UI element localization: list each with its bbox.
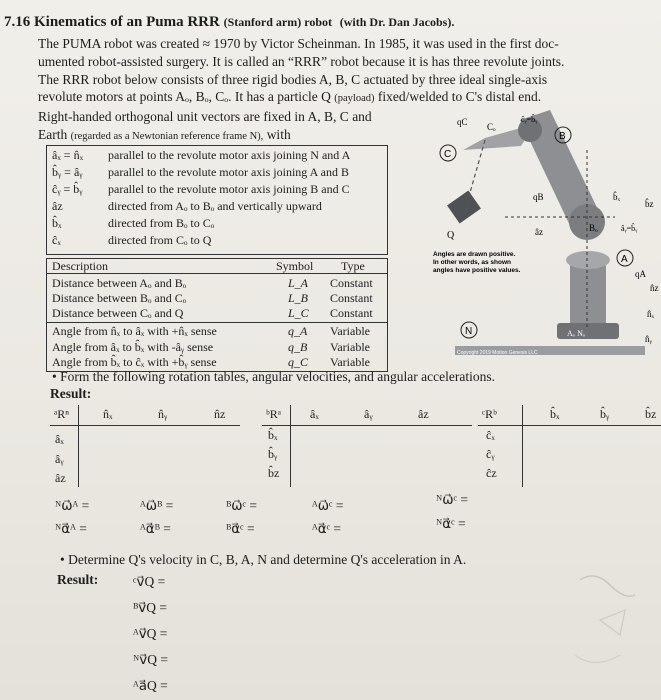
table-header-symbol: Symbol [276, 259, 314, 273]
table-row-desc: Distance between Aₒ and Bₒ [52, 276, 187, 290]
figure-note-line: In other words, as shown [433, 259, 512, 266]
rot-table-row: âₓ [55, 432, 64, 446]
uv-sym: b̂ₓ [52, 216, 62, 230]
label-bz: b̂z [645, 199, 654, 209]
table-row-type: Variable [330, 324, 370, 338]
result-label-2: Result: [57, 572, 99, 587]
omega-bc: ᴮω⃗ᶜ = [226, 498, 257, 513]
rot-table-col: âₓ [310, 407, 319, 421]
table-row-type: Constant [330, 276, 373, 290]
uv-sym: b̂ᵧ = âᵧ [52, 165, 83, 179]
table-row-symbol: L_C [288, 306, 309, 320]
omega-ac: ᴬω⃗ᶜ = [312, 498, 344, 513]
omega-nc: ᴺω⃗ᶜ = [436, 492, 468, 507]
rot-table-col: b̂z [645, 407, 657, 421]
rot-table-vline [522, 405, 523, 487]
uv-desc: parallel to the revolute motor axis joining N and A [108, 148, 351, 162]
label-ay-by: âᵧ=b̂ᵧ [621, 224, 638, 233]
omega-ab: ᴬω⃗ᴮ = [140, 498, 174, 513]
result-label: Result: [50, 386, 92, 401]
table-row-desc: Angle from âₓ to b̂ₓ with -âᵧ sense [52, 340, 214, 354]
intro-line-3: The RRR robot below consists of three rigid bodies A, B, C actuated by three ideal single-axis [38, 72, 548, 87]
rot-table-row: âᵧ [55, 452, 64, 466]
table-row-symbol: q_B [288, 340, 308, 354]
label-co: Cₒ [487, 122, 496, 132]
table-row-desc: Distance between Cₒ and Q [52, 306, 184, 320]
pencil-stroke [600, 610, 625, 635]
label-b: B [559, 131, 566, 142]
problem-title: 7.16 Kinematics of an Puma RRR (Stanford arm) robot (with Dr. Dan Jacobs). [4, 14, 455, 30]
alpha-na: ᴺα⃗ᴬ = [55, 521, 87, 536]
rot-table-col: b̂ᵧ [600, 407, 610, 421]
label-ny: n̂ᵧ [645, 334, 652, 344]
uv-sym: ĉᵧ = b̂ᵧ [52, 182, 83, 196]
rot-table-col: âᵧ [364, 407, 373, 421]
label-bo: Bₒ [589, 223, 598, 233]
rot-table-col: n̂ᵧ [158, 407, 168, 421]
table-row-symbol: q_A [288, 324, 308, 338]
label-bx: b̂ₓ [613, 192, 621, 202]
rot-table-vline [290, 405, 291, 487]
rot-table-col: b̂ₓ [550, 407, 560, 421]
uv-sym: âz [52, 199, 63, 213]
rot-table-hline [262, 425, 472, 426]
table-divider [46, 322, 388, 323]
intro-line-4: revolute motors at points Aₒ, Bₒ, Cₒ. It has a particle Q (payload) fixed/welded to C's distal end. [38, 89, 542, 104]
uv-desc: directed from Bₒ to Cₒ [108, 216, 215, 230]
label-nz: n̂z [650, 283, 659, 293]
intro-line-2: umented robot-assisted surgery. It is called an “RRR” robot because it is has three revolute joints. [38, 54, 565, 69]
puma-robot-figure [425, 110, 661, 370]
robot-turntable [566, 251, 610, 269]
omega-na: ᴺω⃗ᴬ = [55, 498, 90, 513]
table-row-type: Variable [330, 355, 370, 369]
uv-desc: parallel to the revolute motor axis joining B and C [108, 182, 350, 196]
label-q: Q [447, 230, 455, 241]
label-n: N [465, 326, 473, 337]
alpha-ac: ᴬα⃗ᶜ = [312, 521, 342, 536]
rot-table-row: ĉz [486, 466, 497, 480]
acceleration-a: ᴬa⃗Q = [133, 678, 168, 693]
robot-base-column [570, 260, 606, 330]
figure-note-line: angles have positive values. [433, 267, 521, 274]
label-nx: n̂ₓ [647, 309, 655, 319]
table-row-symbol: q_C [288, 355, 309, 369]
velocity-b: ᴮv⃗Q = [133, 600, 167, 615]
table-row-symbol: L_B [288, 291, 309, 305]
table-header-type: Type [341, 259, 365, 273]
uv-desc: directed from Aₒ to Bₒ and vertically upward [108, 199, 322, 213]
table-row-symbol: L_A [288, 276, 309, 290]
velocity-c: ᶜv⃗Q = [133, 574, 166, 589]
rot-table-corner: ᵇRᵃ [266, 407, 281, 421]
uv-desc: parallel to the revolute motor axis joining A and B [108, 165, 349, 179]
rot-table-vline [78, 405, 79, 487]
faint-pencil-marks [560, 560, 660, 690]
alpha-ab: ᴬα⃗ᴮ = [140, 521, 171, 536]
alpha-nc: ᴺα⃗ᶜ = [436, 516, 466, 531]
table-row-type: Variable [330, 340, 370, 354]
rot-table-col: n̂ₓ [103, 407, 113, 421]
alpha-bc: ᴮα⃗ᶜ = [226, 521, 255, 536]
rot-table-corner: ᶜRᵇ [482, 407, 497, 421]
label-cy-by: ĉᵧ=b̂ᵧ [521, 115, 538, 124]
rot-table-row: b̂ᵧ [268, 447, 278, 461]
table-header-description: Description [52, 259, 108, 273]
table-row-desc: Angle from b̂ₓ to ĉₓ with +b̂ᵧ sense [52, 355, 217, 369]
rot-table-hline [478, 425, 661, 426]
label-qa: qA [635, 269, 646, 279]
pencil-stroke [575, 655, 620, 663]
table-row-type: Constant [330, 291, 373, 305]
uv-desc: directed from Cₒ to Q [108, 233, 212, 247]
label-az: âz [535, 227, 543, 237]
rot-table-row: âz [55, 471, 66, 485]
pencil-stroke [580, 576, 635, 596]
table-row-desc: Distance between Bₒ and Cₒ [52, 291, 187, 305]
rot-table-row: b̂z [268, 466, 280, 480]
uv-sym: âₓ = n̂ₓ [52, 148, 84, 162]
label-qb: qB [533, 192, 544, 202]
figure-note-line: Angles are drawn positive. [433, 251, 516, 258]
table-row-desc: Angle from n̂ₓ to âₓ with +n̂ₓ sense [52, 324, 217, 338]
rot-table-corner: ᵃRⁿ [54, 407, 70, 421]
table-row-type: Constant [330, 306, 373, 320]
uv-sym: ĉₓ [52, 233, 61, 247]
frame-line-2: Earth (regarded as a Newtonian reference frame N), with [38, 127, 291, 142]
rot-table-col: n̂z [214, 407, 226, 421]
frame-line-1: Right-handed orthogonal unit vectors are fixed in A, B, C and [38, 109, 372, 124]
rot-table-row: b̂ₓ [268, 428, 278, 442]
intro-line-1: The PUMA robot was created ≈ 1970 by Victor Scheinman. In 1985, it was used in the first doc- [38, 36, 559, 51]
velocity-a: ᴬv⃗Q = [133, 626, 168, 641]
velocity-n: ᴺv⃗Q = [133, 652, 168, 667]
robot-end-effector [447, 191, 481, 224]
rot-table-row: ĉₓ [486, 428, 495, 442]
label-a: A [621, 254, 628, 265]
label-aono: Aₒ Nₒ [567, 329, 586, 338]
figure-copyright: Copyright 2019 Motion Genesis LLC [457, 350, 538, 356]
bullet-velocity: • Determine Q's velocity in C, B, A, N and determine Q's acceleration in A. [60, 552, 467, 567]
rot-table-col: âz [418, 407, 429, 421]
rot-table-row: ĉᵧ [486, 447, 495, 461]
label-c: C [444, 149, 452, 160]
bullet-rotation-tables: • Form the following rotation tables, angular velocities, and angular accelerations. [52, 369, 495, 384]
label-qc: qC [457, 117, 468, 127]
